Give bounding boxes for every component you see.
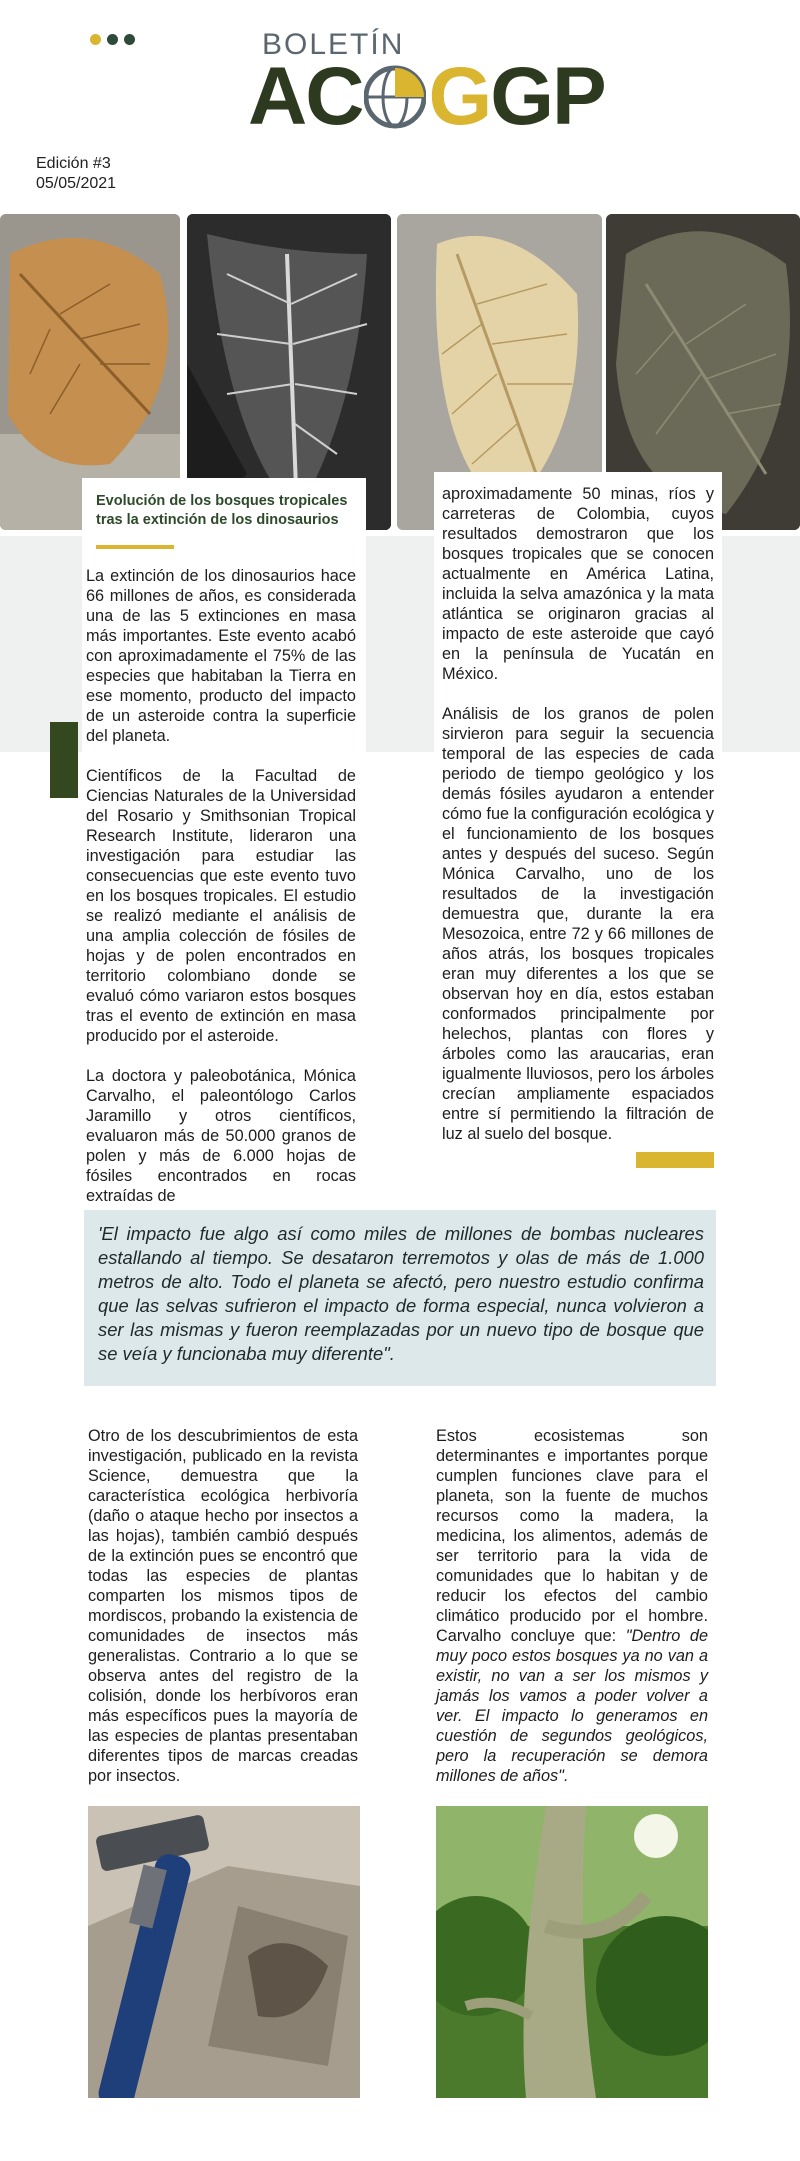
dot-green-2 [124, 34, 135, 45]
bottom-right-column [436, 1426, 708, 1786]
bottom-left-column [88, 1426, 358, 1786]
edition-info [36, 154, 116, 194]
brand-logo-part-1: AC [248, 51, 363, 142]
edition-number: Edición #3 [36, 155, 111, 172]
right-paragraph-1: aproximadamente 50 minas, ríos y carreteras de Colombia, cuyos resultados demostraron que los bosques tropicales que se conocen actualmente en América Latina, incluida la selva amazónica y la mata atlántica se originaron gracias al impacto de este asteroide que cayó en la península de Yucatán en México. [442, 485, 714, 683]
forest-photo [436, 1806, 708, 2098]
left-paragraph-1: La extinción de los dinosaurios hace 66 millones de años, es considerada una de las 5 extinciones en masa más importantes. Este evento acabó con aproximadamente el 75% de las especies que habitaban la Tierra en ese momento, producto del impacto de un asteroide contra la superficie del planeta. [86, 567, 356, 745]
carvalho-quote: "Dentro de muy poco estos bosques ya no van a existir, no van a ser los mismos y jamás los vamos a poder volver a ver. El impacto lo generamos en cuestión de segundos geológicos, pero la recuperación se demora millones de años". [436, 1627, 709, 1785]
dot-green-1 [107, 34, 118, 45]
left-column [86, 566, 356, 1206]
bottom-right-text: Estos ecosistemas son determinantes e importantes porque cumplen funciones clave para el planeta, son la fuente de muchos recursos como la madera, la medicina, los alimentos, además de ser territorio para la vida de comunidades que lo habitan y de reducir los efectos del cambio climático producido por el hombre. Carvalho concluye que: [436, 1427, 708, 1645]
dot-gold [90, 34, 101, 45]
green-accent-bar [50, 722, 78, 798]
right-paragraph-2: Análisis de los granos de polen sirvieron para seguir la secuencia temporal de las especies de cada periodo de tiempo geológico y los demás fósiles ayudaron a entender cómo fue la configuración ecológica y el funcionamiento de los bosques antes y después del suceso. Según Mónica Carvalho, uno de los resultados de la investigación demuestra que, durante la era Mesozoica, entre 72 y 66 millones de años atrás, los bosques tropicales eran muy diferentes a los que se observan hoy en día, estos estaban conformados principalmente por helechos, plantas con flores y árboles como las araucarias, eran igualmente lluviosos, pero los árboles crecían ampliamente espaciados entre sí permitiendo la filtración de luz al suelo del bosque. [442, 705, 714, 1143]
pull-quote: 'El impacto fue algo así como miles de millones de bombas nucleares estallando al tiempo. Se desataron terremotos y olas de más de 1.000 metros de alto. Todo el planeta se afectó, pero nuestro estudio confirma que las selvas sufrieron el impacto de forma especial, nunca volvieron a ser las mismas y fueron reemplazadas por un nuevo tipo de bosque que se veía y funcionaba muy diferente". [98, 1223, 704, 1364]
title-underline [96, 545, 174, 549]
right-column [442, 484, 714, 1144]
brand-logo-part-2: G [428, 51, 491, 142]
brand-subtitle: BOLETÍN [262, 28, 405, 61]
bottom-left-paragraph: Otro de los descubrimientos de esta investigación, publicado en la revista Science, demuestra que la característica ecológica herbivoría (daño o ataque hecho por insectos a las hojas), también cambió después de la extinción pues se encontró que todas las especies de plantas comparten los mismos tipos de mordiscos, probando la existencia de comunidades de insectos más generalistas. Contrario a lo que se observa antes del registro de la colisión, donde los herbívoros eran más específicos pues la mayoría de las especies de plantas presentaban diferentes tipos de marcas creadas por insectos. [88, 1427, 358, 1785]
gold-accent-bar [636, 1152, 714, 1168]
article-title: Evolución de los bosques tropicales tras la extinción de los dinosaurios [96, 493, 348, 528]
brand-logo [248, 51, 605, 142]
edition-date: 05/05/2021 [36, 175, 117, 192]
left-paragraph-2: Científicos de la Facultad de Ciencias Naturales de la Universidad del Rosario y Smithsonian Tropical Research Institute, lideraron una investigación para estudiar las consecuencias que este evento tuvo en los bosques tropicales. El estudio se realizó mediante el análisis de una amplia colección de fósiles de hojas y de polen encontrados en territorio colombiano donde se evaluó cómo variaron estos bosques tras el evento de extinción en masa producido por el asteroide. [86, 767, 356, 1045]
left-paragraph-3: La doctora y paleobotánica, Mónica Carvalho, el paleontólogo Carlos Jaramillo y otros científicos, evaluaron más de 50.000 granos de polen y más de 6.000 hojas de fósiles encontrados en rocas extraídas de [86, 1067, 356, 1205]
hammer-fossil-photo [88, 1806, 360, 2098]
header-dots [90, 34, 135, 45]
brand-logo-globe-icon [364, 62, 426, 132]
brand-logo-part-3: GP [490, 51, 605, 142]
bottom-right-paragraph [436, 1426, 708, 1786]
